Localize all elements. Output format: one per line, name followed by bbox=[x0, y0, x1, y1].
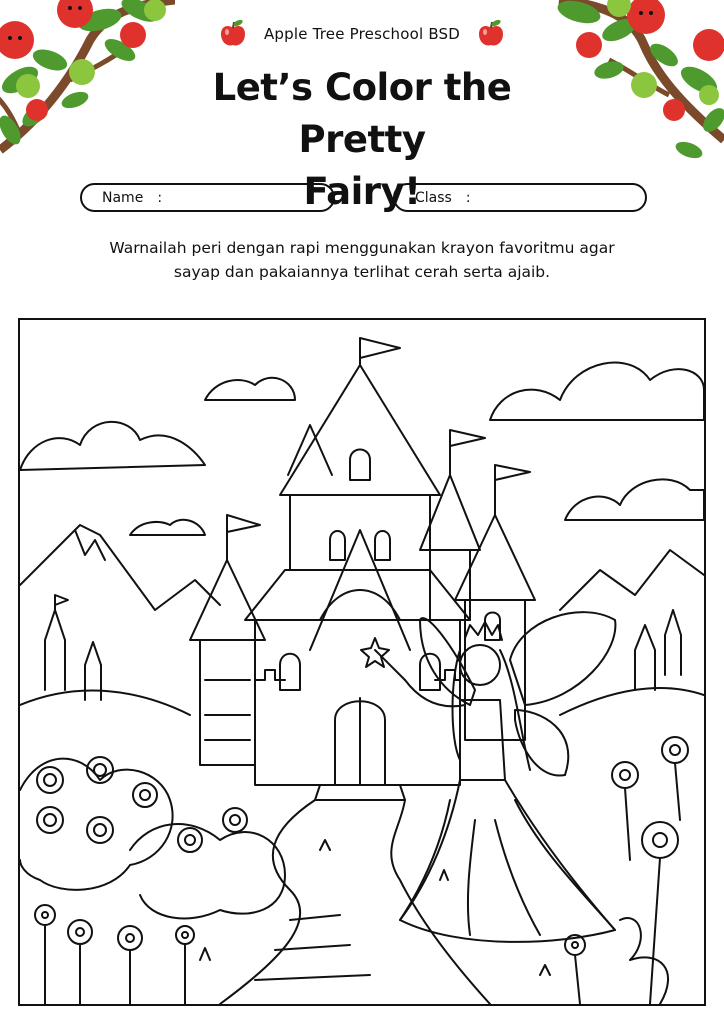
name-field[interactable] bbox=[80, 183, 335, 212]
title-line-2: Fairy! bbox=[303, 170, 421, 213]
fairy bbox=[361, 612, 615, 942]
castle-fairy-illustration bbox=[20, 320, 704, 1004]
mountain-shapes bbox=[20, 525, 704, 610]
instruction-line-1: Warnailah peri dengan rapi menggunakan krayon favoritmu agar bbox=[109, 239, 615, 257]
instruction-text bbox=[60, 236, 664, 284]
distant-towers bbox=[45, 595, 681, 700]
stone-path bbox=[220, 800, 490, 1004]
school-header bbox=[0, 20, 724, 48]
school-name: Apple Tree Preschool BSD bbox=[263, 25, 461, 43]
class-separator: : bbox=[465, 189, 471, 206]
class-field[interactable] bbox=[393, 183, 647, 212]
title-line-1: Let’s Color the Pretty bbox=[212, 66, 512, 161]
instruction-line-2: sayap dan pakaiannya terlihat cerah serta ajaib. bbox=[173, 263, 551, 281]
daisy-flowers bbox=[35, 905, 194, 1004]
coloring-picture[interactable] bbox=[18, 318, 706, 1006]
class-label: Class bbox=[415, 189, 452, 206]
apple-icon bbox=[476, 19, 506, 49]
name-separator: : bbox=[157, 189, 163, 206]
rose-bushes bbox=[20, 757, 285, 918]
apple-icon bbox=[218, 19, 248, 49]
right-flowers bbox=[565, 737, 688, 1004]
name-label: Name bbox=[102, 189, 144, 206]
castle bbox=[190, 338, 535, 800]
